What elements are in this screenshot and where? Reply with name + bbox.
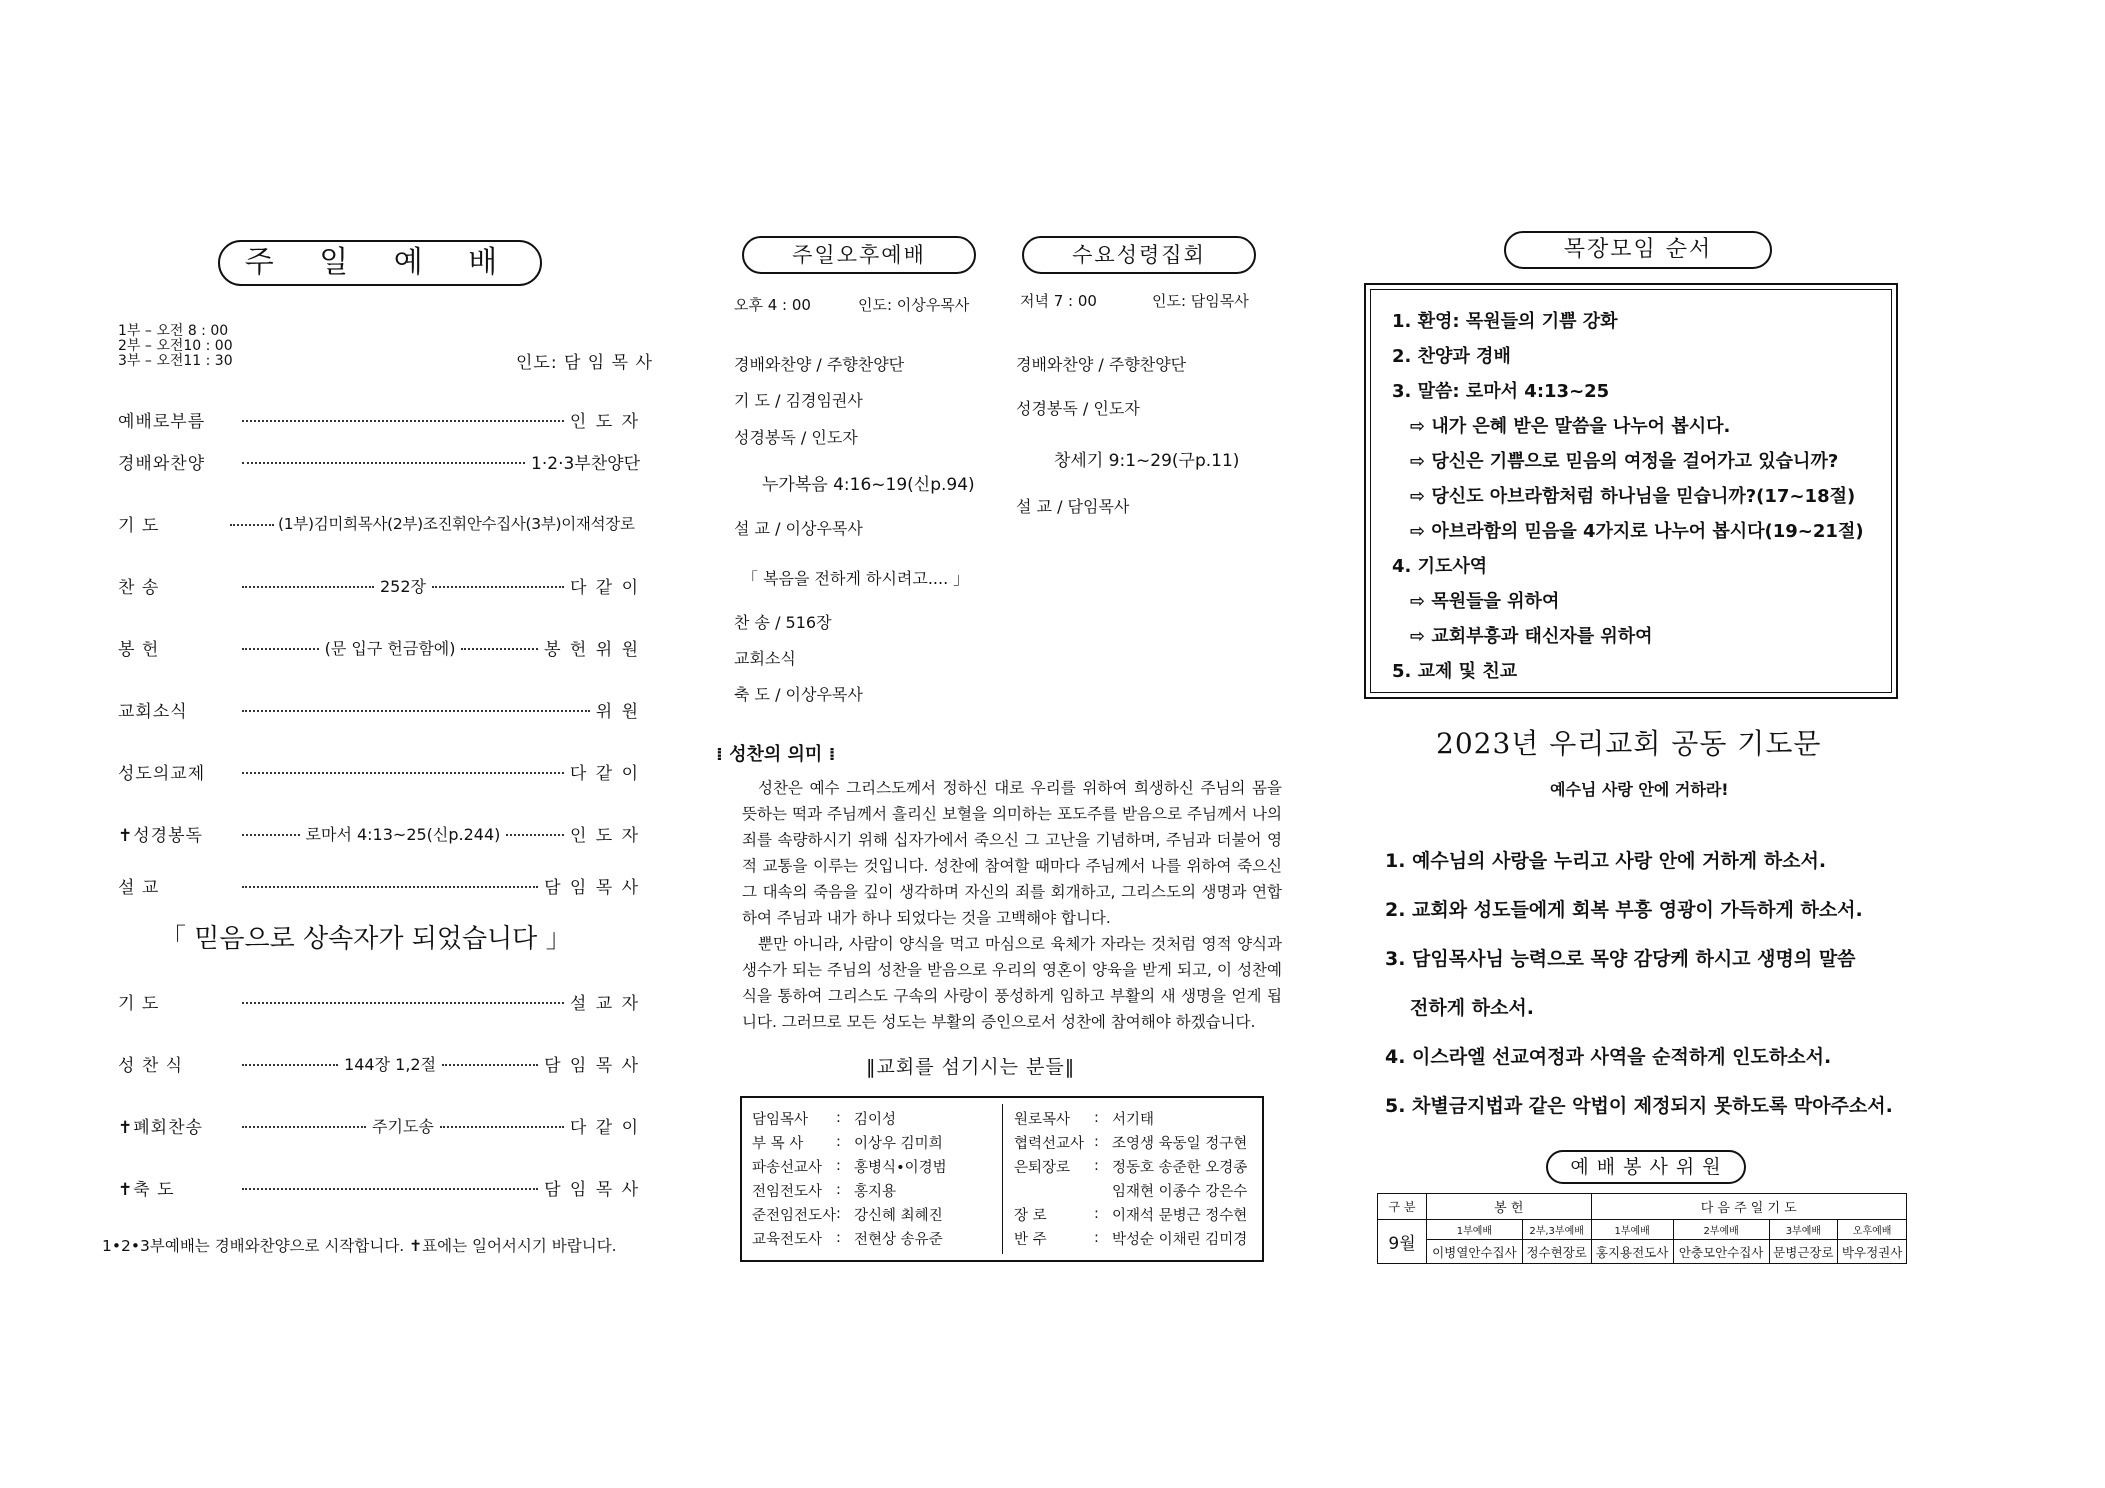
prayer-item: 5. 차별금지법과 같은 악법이 제정되지 못하도록 막아주소서. <box>1385 1095 1893 1117</box>
order-row <box>118 696 640 722</box>
afternoon-item: 축 도 / 이상우목사 <box>734 685 863 704</box>
order-person: 설 교 자 <box>569 993 640 1014</box>
table-header: 구 분 <box>1378 1194 1427 1220</box>
order-label: ✝성경봉독 <box>118 825 203 846</box>
cell-subitem: ⇨ 교회부흥과 태신자를 위하여 <box>1410 626 1653 647</box>
prayer-item: 4. 이스라엘 선교여정과 사역을 순적하게 인도하소서. <box>1385 1046 1832 1068</box>
table-cell: 정수현장로 <box>1522 1240 1591 1264</box>
order-label: 기 도 <box>118 993 160 1014</box>
order-detail: 252장 <box>379 576 426 596</box>
afternoon-item: 성경봉독 / 인도자 <box>734 428 858 447</box>
cell-item: 2. 찬양과 경배 <box>1392 346 1511 367</box>
order-detail: (1부)김미희목사(2부)조진휘안수집사(3부)이재석장로 <box>278 515 635 533</box>
prayer-item: 전하게 하소서. <box>1410 997 1534 1019</box>
order-person: 1·2·3부찬양단 <box>531 453 640 474</box>
order-label: 성도의교제 <box>118 763 206 784</box>
afternoon-scripture: 누가복음 4:16~19(신p.94) <box>762 475 975 495</box>
worship-title: 주 일 예 배 <box>218 240 542 286</box>
afternoon-item: 기 도 / 김경임권사 <box>734 391 863 410</box>
cell-item: 3. 말씀: 로마서 4:13~25 <box>1392 381 1610 402</box>
wednesday-scripture: 창세기 9:1~29(구p.11) <box>1054 451 1240 471</box>
afternoon-item: 찬 송 / 516장 <box>734 613 832 632</box>
essay-paragraph: 뿐만 아니라, 사람이 양식을 먹고 마심으로 육체가 자라는 것처럼 영적 양식과 생수가 되는 주님의 성찬을 받음으로 우리의 영혼이 양육을 받게 되고, 이 성찬예식을 통하여 그리스도 구속의 사랑이 풍성하게 임하고 부활의 새 생명을 얻게 됩니다. 그러므로 모든 성도는 부활의 증인으로서 성찬에 참여해야 하겠습니다. <box>742 935 1282 1031</box>
table-row <box>1378 1194 1907 1220</box>
order-label: 봉 헌 <box>118 639 160 660</box>
table-row <box>1378 1240 1907 1264</box>
staff-row: 원로목사 : 서기태 <box>1014 1110 1155 1128</box>
staff-row: 장 로 : 이재석 문병근 정수현 <box>1014 1206 1248 1224</box>
table-cell: 2부예배 <box>1673 1220 1769 1240</box>
cell-meeting-title: 목장모임 순서 <box>1504 231 1772 269</box>
table-cell: 오후예배 <box>1838 1220 1907 1240</box>
staff-row: 교육전도사 : 전현상 송유준 <box>752 1230 943 1248</box>
essay-title: ⁞ 성찬의 의미 ⁞ <box>716 744 836 765</box>
afternoon-leader: 인도: 이상우목사 <box>858 296 970 314</box>
order-person: 위 원 <box>595 701 640 722</box>
order-label: 찬 송 <box>118 577 160 598</box>
wednesday-title: 수요성령집회 <box>1022 236 1256 274</box>
staff-row: 협력선교사 : 조영생 육동일 정구현 <box>1014 1134 1248 1152</box>
staff-box <box>740 1096 1264 1262</box>
order-label: ✝축 도 <box>118 1179 175 1200</box>
staff-row: 임재현 이종수 강은수 <box>1112 1183 1248 1200</box>
table-cell: 이병열안수집사 <box>1427 1240 1523 1264</box>
essay-paragraph: 성찬은 예수 그리스도께서 정하신 대로 우리를 위하여 희생하신 주님의 몸을 뜻하는 떡과 주님께서 흘리신 보혈을 의미하는 포도주를 받음으로 주님께서 나의 죄를 속량하시기 위해 십자가에서 죽으신 그 고난을 기념하며, 주님과 더불어 영적 교통을 이루는 것입니다. 성찬에 참여할 때마다 주님께서 나를 위하여 죽으신 그 대속의 죽음을 깊이 생각하며 자신의 죄를 회개하고, 그리스도의 생명과 연합하여 주님과 내가 하나 되었다는 것을 고백해야 합니다. <box>742 779 1282 927</box>
order-person: 다 같 이 <box>569 577 641 598</box>
cell-subitem: ⇨ 아브라함의 믿음을 4가지로 나누어 봅시다(19~21절) <box>1410 521 1864 542</box>
order-person: 봉 헌 위 원 <box>544 639 641 660</box>
worship-leader: 인도: 담 임 목 사 <box>516 353 653 373</box>
order-detail: (문 입구 헌금함에) <box>324 638 456 658</box>
order-person: 다 같 이 <box>569 763 640 784</box>
service-time-3: 3부 – 오전11 : 30 <box>118 353 233 369</box>
order-person: 인 도 자 <box>569 411 640 432</box>
order-person: 담 임 목 사 <box>544 1055 641 1076</box>
staff-row: 부 목 사 : 이상우 김미희 <box>752 1134 943 1152</box>
order-person: 담 임 목 사 <box>544 1179 640 1200</box>
order-row <box>118 572 640 598</box>
order-row <box>118 510 640 536</box>
order-label: ✝폐회찬송 <box>118 1117 203 1138</box>
service-team-table <box>1377 1193 1907 1264</box>
staff-row: 준전임전도사 : 강신혜 최혜진 <box>752 1206 943 1224</box>
cell-subitem: ⇨ 내가 은혜 받은 말씀을 나누어 봅시다. <box>1410 416 1731 437</box>
staff-row: 담임목사 : 김이성 <box>752 1110 897 1128</box>
table-cell: 안충모안수집사 <box>1673 1240 1769 1264</box>
order-row <box>118 448 640 474</box>
table-cell: 1부예배 <box>1591 1220 1673 1240</box>
wednesday-item: 경배와찬양 / 주향찬양단 <box>1016 355 1187 374</box>
cell-item: 1. 환영: 목원들의 기쁨 강화 <box>1392 311 1618 332</box>
order-row <box>118 634 640 660</box>
order-person: 인 도 자 <box>569 825 641 846</box>
table-header: 다 음 주 일 기 도 <box>1591 1194 1907 1220</box>
order-person: 다 같 이 <box>569 1117 640 1138</box>
table-cell: 3부예배 <box>1769 1220 1838 1240</box>
staff-row: 은퇴장로 : 정동호 송준한 오경종 <box>1014 1158 1248 1176</box>
service-time-1: 1부 – 오전 8 : 00 <box>118 323 229 339</box>
cell-subitem: ⇨ 당신도 아브라함처럼 하나님을 믿습니까?(17~18절) <box>1410 486 1856 507</box>
prayer-subtitle: 예수님 사랑 안에 거하라! <box>1550 780 1729 799</box>
cell-subitem: ⇨ 목원들을 위하여 <box>1410 591 1560 612</box>
table-cell: 9월 <box>1378 1220 1427 1264</box>
staff-table-left <box>752 1106 947 1250</box>
prayer-item: 3. 담임목사님 능력으로 목양 감당케 하시고 생명의 말씀 <box>1385 948 1856 970</box>
table-cell: 1부예배 <box>1427 1220 1523 1240</box>
order-row <box>118 1050 640 1076</box>
wednesday-leader: 인도: 담임목사 <box>1152 292 1249 310</box>
afternoon-time: 오후 4 : 00 <box>734 296 811 314</box>
order-label: 예배로부름 <box>118 411 206 432</box>
order-detail: 144장 1,2절 <box>344 1054 437 1074</box>
table-cell: 박우정권사 <box>1838 1240 1907 1264</box>
order-row <box>118 988 640 1014</box>
order-label: 경배와찬양 <box>118 453 206 474</box>
staff-row: 파송선교사 : 홍병식•이경범 <box>752 1158 947 1176</box>
order-label: 성 찬 식 <box>118 1055 184 1076</box>
afternoon-item: 교회소식 <box>734 649 796 668</box>
afternoon-sermon-title: 「 복음을 전하게 하시려고.... 」 <box>742 569 970 588</box>
afternoon-item: 경배와찬양 / 주향찬양단 <box>734 355 905 374</box>
service-times <box>118 324 233 369</box>
service-time-2: 2부 – 오전10 : 00 <box>118 338 233 354</box>
table-header: 봉 헌 <box>1427 1194 1592 1220</box>
cell-item: 4. 기도사역 <box>1392 556 1488 577</box>
order-row <box>118 872 640 898</box>
staff-title: ‖교회를 섬기시는 분들‖ <box>866 1056 1076 1078</box>
cell-item: 5. 교제 및 친교 <box>1392 661 1518 682</box>
wednesday-time: 저녁 7 : 00 <box>1020 292 1097 310</box>
staff-table-right <box>1014 1106 1247 1250</box>
staff-row: 전임전도사 : 홍지용 <box>752 1182 897 1200</box>
service-note: 1•2•3부예배는 경배와찬양으로 시작합니다. ✝표에는 일어서시기 바랍니다. <box>102 1237 617 1255</box>
order-label: 설 교 <box>118 877 160 898</box>
order-person: 담 임 목 사 <box>544 877 640 898</box>
order-label: 기 도 <box>118 515 160 536</box>
prayer-item: 2. 교회와 성도들에게 회복 부흥 영광이 가득하게 하소서. <box>1385 899 1863 921</box>
table-cell: 홍지용전도사 <box>1591 1240 1673 1264</box>
order-label: 교회소식 <box>118 701 188 722</box>
order-row <box>118 820 640 846</box>
order-detail: 로마서 4:13~25(신p.244) <box>305 824 501 844</box>
order-row <box>118 406 640 432</box>
service-team-title: 예 배 봉 사 위 원 <box>1546 1150 1746 1184</box>
prayer-title: 2023년 우리교회 공동 기도문 <box>1436 727 1822 760</box>
table-row <box>1378 1220 1907 1240</box>
sermon-title: 「 믿음으로 상속자가 되었습니다 」 <box>160 924 572 954</box>
afternoon-item: 설 교 / 이상우목사 <box>734 519 863 538</box>
afternoon-title: 주일오후예배 <box>742 236 976 274</box>
cell-subitem: ⇨ 당신은 기쁨으로 믿음의 여정을 걸어가고 있습니까? <box>1410 451 1839 472</box>
order-row <box>118 758 640 784</box>
table-cell: 문병근장로 <box>1769 1240 1838 1264</box>
order-detail: 주기도송 <box>372 1116 434 1136</box>
table-cell: 2부,3부예배 <box>1522 1220 1591 1240</box>
order-row <box>118 1112 640 1138</box>
wednesday-item: 설 교 / 담임목사 <box>1016 497 1130 516</box>
order-row <box>118 1174 640 1200</box>
staff-row: 반 주 : 박성순 이채린 김미경 <box>1014 1230 1248 1248</box>
prayer-item: 1. 예수님의 사랑을 누리고 사랑 안에 거하게 하소서. <box>1385 850 1827 872</box>
wednesday-item: 성경봉독 / 인도자 <box>1016 399 1140 418</box>
